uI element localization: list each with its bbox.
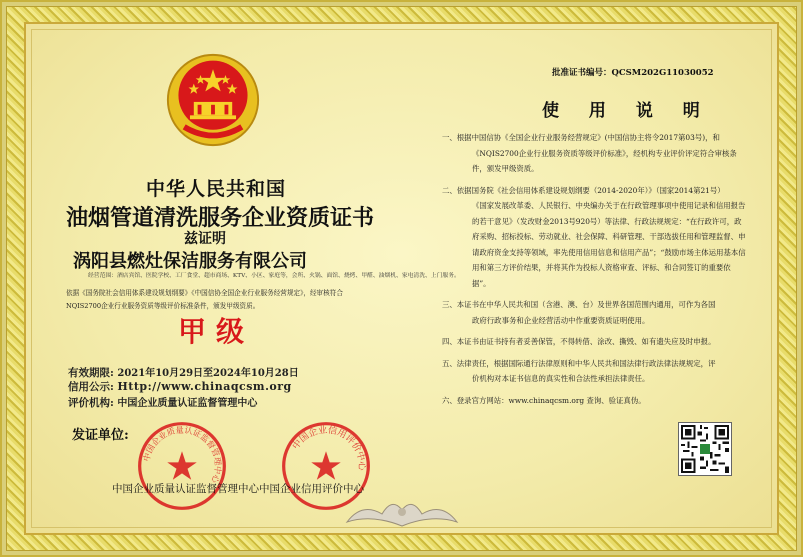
national-emblem-icon — [165, 52, 261, 148]
seal-stamp-icon — [136, 420, 228, 512]
public-label: 信用公示: — [68, 381, 114, 393]
usage-item — [442, 297, 747, 328]
usage-item-first: 三、本证书在中华人民共和国（含港、澳、台）及世界各国范围内通用，可作为各国 — [442, 300, 716, 309]
grade-level: 甲级 — [178, 315, 255, 348]
public-row — [68, 379, 292, 394]
issuer-1: 中国企业质量认证监督管理中心 — [112, 483, 259, 495]
seal-ring-text: 中国企业质量认证监督管理中心 — [141, 424, 224, 485]
certificate-subtitle: 兹证明 — [184, 231, 226, 247]
validity-row — [68, 364, 299, 380]
issuer-label: 发证单位: — [72, 428, 129, 443]
qr-code-icon[interactable] — [678, 422, 732, 476]
usage-item-first: 五、法律责任，根据国际通行法律原则和中华人民共和国法律行政法律法规规定，评 — [442, 358, 716, 368]
usage-item — [442, 356, 747, 387]
certificate-number: 批准证书编号：QCSM202G11030052 — [552, 68, 714, 78]
usage-item-rest: 《NQIS2700企业行业服务资质等级评价标准》，经机构专业评价评定符合审核条件，颁发甲级资质。 — [472, 148, 737, 173]
evaluator-label: 评价机构: — [68, 397, 114, 409]
business-scope: 经营范围：酒店宾馆、医院学校、工厂食堂、超市商场、KTV、小区、家庭等，会所、火锅、面馆、烧烤、甲醛、油烟机、家电清洗、上门服务。 — [88, 273, 460, 279]
validity-label: 有效期限: — [68, 367, 114, 379]
usage-item-first: 四、本证书由证书持有者妥善保管，不得转借、涂改、撕毁、如有遗失应及时申报。 — [442, 337, 716, 346]
usage-item — [442, 183, 747, 292]
title-country: 中华人民共和国 — [146, 178, 287, 200]
usage-item — [442, 393, 747, 409]
public-url[interactable]: Http://www.chinaqcsm.org — [117, 380, 292, 393]
certificate-title: 油烟管道清洗服务企业资质证书 — [66, 205, 375, 231]
certification-basis: 依据《国务院社会信用体系建设规划纲要》《中国信协全国企业行业服务经营规定》，经审核符合NQIS2700企业行业服务资质等级评价标准条件，颁发甲级资质。 — [66, 289, 343, 310]
ornament-icon — [342, 492, 462, 532]
evaluator-row — [68, 394, 257, 410]
usage-item-first: 六、登录官方网站：www.chinaqcsm.org 查询、验证真伪。 — [442, 395, 646, 405]
usage-item-first: 二、依据国务院《社会信用体系建设规划纲要（2014-2020年）》（国家2014第21号） — [442, 185, 725, 195]
evaluator-value: 中国企业质量认证监督管理中心 — [117, 398, 258, 409]
usage-title: 使 用 说 明 — [542, 101, 712, 121]
usage-item-first: 一、根据中国信协《全国企业行业服务经营规定》(中国信协主将令2017第03号)，和 — [442, 133, 720, 142]
usage-item-rest: 《国家发展改革委、人民银行、中央编办关于在行政管理事项中使用记录和信用报告的若干意见》（发改财金2013号920号）等法律、行政法规规定：“在行政许可，政府采购、招标投标、劳动就业、社会保障、科研管理、干部选拔任用和管理监督、申请政府资金支持等领域，率先使用信用信息和信用产品”；“鼓励市场主体运用基本信用和第三方评价结果，并将其作为投标人资格审查、评标、和合同签订的重要依据”。 — [472, 201, 746, 288]
usage-item — [442, 130, 747, 177]
issuer-2: 中国企业信用评价中心 — [259, 483, 364, 495]
seal-ring-text: 中国企业信用评价中心 — [290, 424, 368, 471]
usage-list — [442, 130, 747, 414]
validity-value: 2021年10月29日至2024年10月28日 — [117, 368, 299, 379]
usage-item — [442, 334, 747, 350]
company-name: 涡阳县燃灶保洁服务有限公司 — [73, 251, 307, 272]
usage-item-rest: 价机构对本证书信息的真实性和合法性承担法律责任。 — [472, 374, 650, 383]
usage-item-rest: 政府行政事务和企业经营活动中作重要资质证明使用。 — [472, 315, 650, 325]
